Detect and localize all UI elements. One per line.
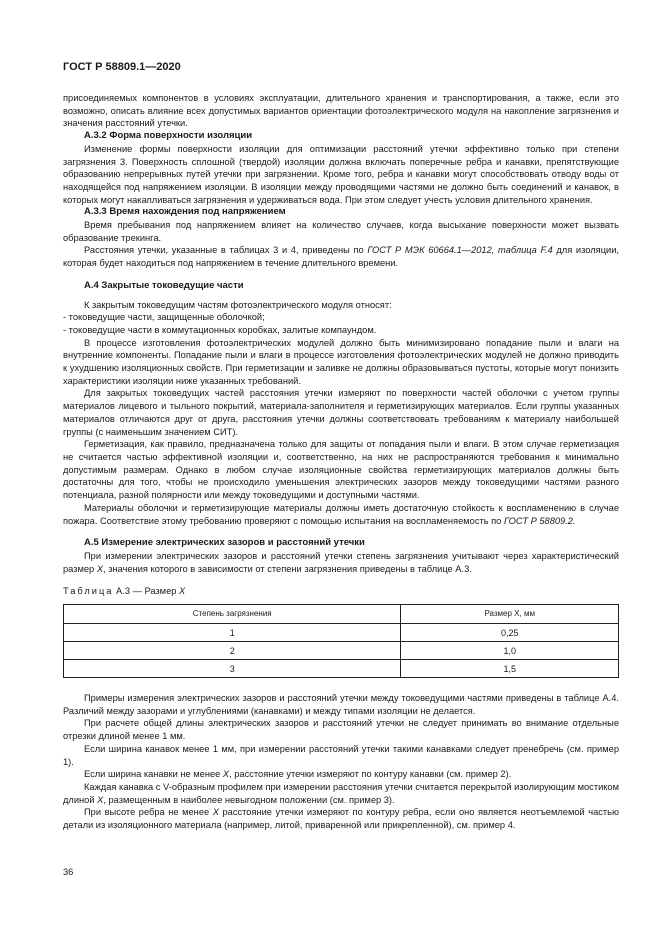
symbol: X [97,794,104,805]
paragraph [63,806,619,831]
paragraph: Герметизация, как правило, предназначена только для защиты от попадания пыли и влаги. В этом случае герметизация не считается частью эффективной изоляции и, соответственно, на них не распространяются требования к минимально допустимым размерам. Однако в любом случае изоляционные свойства герметизирующих материалов должны быть достаточны для того, чтобы не происходило уменьшения электрических зазоров между токоведущими частями разного потенциала, разной полярности или между токоведущими и доступными частями. [63,439,619,501]
cell: 1,0 [401,642,619,660]
cell: 2 [64,642,401,660]
paragraph: Время пребывания под напряжением влияет на количество случаев, когда высыхание поверхности может вызвать образование трекинга. [63,220,619,243]
table-row [64,660,619,678]
paragraph: В процессе изготовления фотоэлектрических модулей должно быть минимизировано попадание пыли и влаги на внутренние компоненты. Попадание пыли и влаги в процессе изготовления фотоэлектрических модулей не должно приводить к ухудшению изоляционных свойств. При герметизации и заливке не должны образовываться пустоты, которые могут понизить характеристики изоляции ниже указанных требований. [63,337,619,386]
column-header: Степень загрязнения [64,605,401,624]
table-row [64,642,619,660]
paragraph [63,550,619,575]
reference: ГОСТ Р МЭК 60664.1—2012, таблица F.4 [367,245,553,256]
table-row [64,624,619,642]
paragraph: присоединяемых компонентов в условиях эксплуатации, длительного хранения и транспортирования, а также, если это возможно, описать влияние всех допустимых вариантов ориентации фотоэлектрического модуля на накопление загрязнения и значения расстояний утечки. [63,93,619,129]
text: для изоляции, которая будет находиться под напряжением в течение длительного времени. [63,245,619,269]
paragraph: При расчете общей длины электрических зазоров и расстояний утечки не следует принимать во внимание отдельные отрезки длиной менее 1 мм. [63,718,619,742]
page-number: 36 [63,866,74,877]
symbol: X [212,807,219,818]
heading-a32: А.3.2 Форма поверхности изоляции [84,130,253,142]
paragraph [63,768,619,781]
cell: 1 [64,624,401,642]
section-a5 [63,537,619,575]
symbol: X [96,563,104,574]
heading-a33: А.3.3 Время нахождения под напряжением [84,206,286,218]
text: При измерении электрических зазоров и расстояний утечки степень загрязнения учитывают через характеристический размер [63,550,619,574]
text: расстояние утечки измеряют по контуру ребра, если оно является неотъемлемой частью детали из изоляционного материала (например, литой, приваренной или прикрепленной), см. пример 4. [63,807,619,831]
text: Материалы оболочки и герметизирующие материалы должны иметь достаточную стойкость к воспламенению в случае пожара. Соответствие этому требованию проверяют с помощью испытания на воспламеняемость по [63,502,619,526]
section-a5-examples [63,692,619,832]
text: При высоте ребра не менее [84,807,213,818]
text: Каждая канавка с V-образным профилем при измерении расстояния утечки считается перекрытой изолирующим мостиком длиной [63,781,619,805]
text: Расстояния утечки, указанные в таблицах 3 и 4, приведены по [84,245,368,256]
paragraph [63,781,619,806]
paragraph: Примеры измерения электрических зазоров и расстояний утечки между токоведущими частями приведены в таблице А.4. Различий между зазорами и углублениями (канавками) и между типами изоляции не делается. [63,693,619,716]
paragraph: Для закрытых токоведущих частей расстояния утечки измеряют по поверхности частей оболочки с учетом группы материалов лицевого и тыльного покрытий, материала-заполнителя и герметизирующих материалов. Если группы указанных материалов отличаются друг от друга, расстояния утечки должны соответствовать требованиям к материалу наибольшей группы (с наименьшим значением СИТ). [63,388,619,437]
text: , значения которого в зависимости от степени загрязнения приведены в таблице А.3. [103,563,472,574]
paragraph [63,244,619,269]
text: , размещенным в наиболее невыгодном положении (см. пример 3). [103,794,395,805]
paragraph: Если ширина канавок менее 1 мм, при измерении расстояний утечки такими канавками следует пренебречь (см. пример 1). [63,743,619,767]
text: , расстояние утечки измеряют по контуру канавки (см. пример 2). [229,769,512,780]
column-header: Размер X, мм [401,605,619,624]
section-a3-continued [63,92,619,270]
document-body [63,74,619,898]
document-header: ГОСТ Р 58809.1—2020 [63,61,181,73]
heading-a5: А.5 Измерение электрических зазоров и расстояний утечки [84,537,365,549]
list-item: - токоведущие части в коммутационных коробках, залитые компаундом. [63,324,377,335]
paragraph: К закрытым токоведущим частям фотоэлектрического модуля относят: [84,299,392,310]
caption-word: Таблица [63,586,114,597]
reference: ГОСТ Р 58809.2. [503,515,576,526]
heading-a4: А.4 Закрытые токоведущие части [84,279,244,291]
table-header-row [64,605,619,624]
cell: 0,25 [401,624,619,642]
paragraph: Изменение формы поверхности изоляции для оптимизации расстояний утечки эффективно только при степени загрязнения 3. Поверхность сплошной (твердой) изоляции должна включать поперечные ребра и канавки, препятствующие образованию непрерывных путей утечки при загрязнении. Кроме того, ребра и канавки могут способствовать отводу воды от находящейся под напряжением изоляции. В изоляции между проводящими частями не должно быть соединений и канавок, в которых могут накапливаться загрязнения и удерживаться вода. При этом следует учесть условия длительного хранения. [63,143,619,205]
symbol: X [222,769,230,780]
caption-text: А.3 — Размер [113,586,179,597]
cell: 1,5 [401,660,619,678]
text: Если ширина канавки не менее [84,769,223,780]
table-a3 [63,604,619,678]
cell: 3 [64,660,401,678]
paragraph [63,502,619,527]
table-caption [63,585,619,598]
caption-symbol: X [179,586,186,597]
section-a4 [63,280,619,527]
list-item: - токоведущие части, защищенные оболочкой; [63,312,265,323]
